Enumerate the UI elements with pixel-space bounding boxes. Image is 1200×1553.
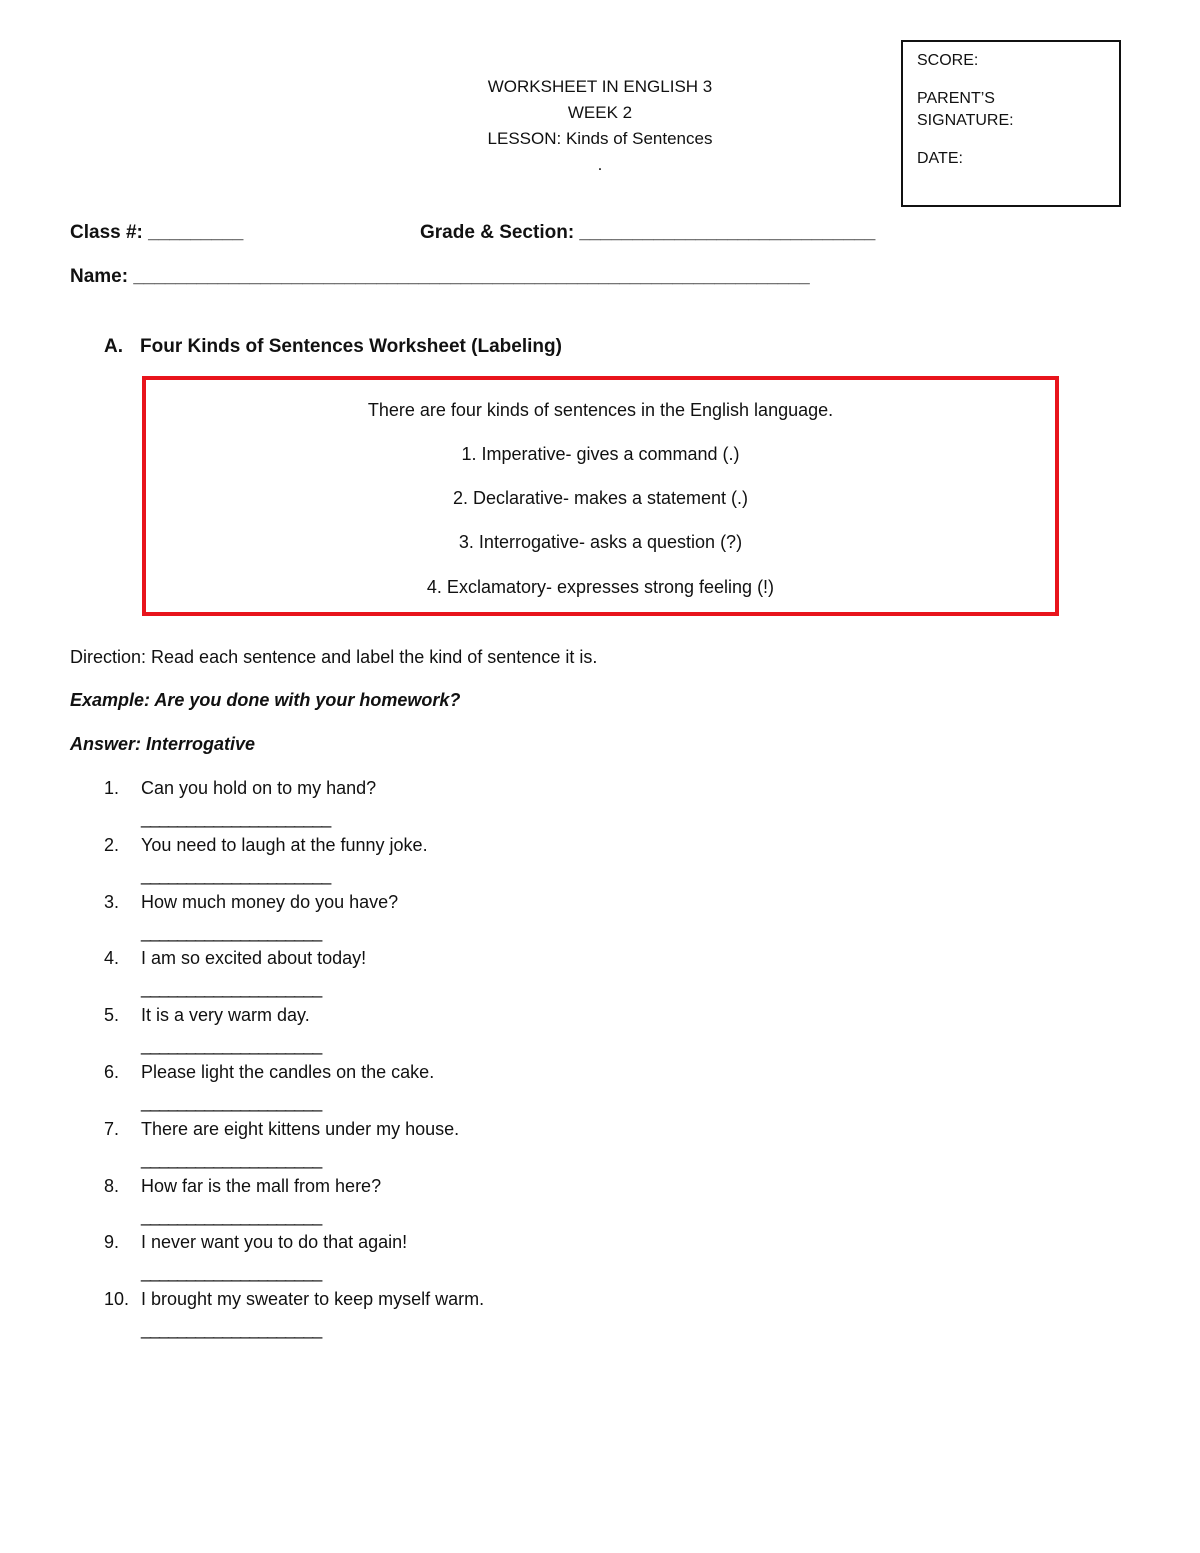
question-number: 10. bbox=[104, 1289, 130, 1310]
class-number-field[interactable]: Class #: _________ bbox=[70, 222, 244, 243]
question-text: I brought my sweater to keep myself warm. bbox=[141, 1289, 485, 1310]
answer-blank[interactable]: _____________________ bbox=[141, 808, 331, 828]
question-number: 7. bbox=[104, 1118, 120, 1139]
answer-blank[interactable]: ____________________ bbox=[141, 1148, 322, 1169]
question-text: How far is the mall from here? bbox=[141, 1175, 382, 1196]
section-heading bbox=[104, 336, 562, 358]
question-number: 8. bbox=[104, 1175, 120, 1196]
question-number: 2. bbox=[104, 834, 120, 855]
section-title: Four Kinds of Sentences Worksheet (Labeling) bbox=[140, 336, 562, 357]
header-dot: . bbox=[597, 155, 603, 174]
lesson-label: LESSON: Kinds of Sentences bbox=[487, 129, 713, 148]
answer-blank[interactable]: ____________________ bbox=[141, 978, 322, 999]
question-text: There are eight kittens under my house. bbox=[141, 1118, 460, 1139]
question-text: Please light the candles on the cake. bbox=[141, 1061, 435, 1082]
week-label: WEEK 2 bbox=[567, 103, 633, 122]
info-intro: There are four kinds of sentences in the English language. bbox=[367, 400, 834, 420]
score-label: SCORE: bbox=[917, 52, 979, 69]
info-item-declarative: 2. Declarative- makes a statement (.) bbox=[452, 488, 749, 508]
answer-blank[interactable]: ____________________ bbox=[141, 1319, 322, 1340]
info-item-exclamatory: 4. Exclamatory- expresses strong feeling (!) bbox=[426, 577, 775, 597]
question-text: How much money do you have? bbox=[141, 891, 399, 912]
question-number: 4. bbox=[104, 948, 120, 969]
answer-text: Answer: Interrogative bbox=[70, 734, 256, 754]
info-item-interrogative: 3. Interrogative- asks a question (?) bbox=[458, 532, 743, 552]
question-number: 9. bbox=[104, 1232, 120, 1253]
grade-section-field[interactable]: Grade & Section: ____________________________ bbox=[420, 222, 876, 243]
question-text: I never want you to do that again! bbox=[141, 1232, 408, 1253]
question-text: It is a very warm day. bbox=[141, 1005, 310, 1026]
direction-text: Direction: Read each sentence and label the kind of sentence it is. bbox=[70, 647, 598, 667]
question-text: You need to laugh at the funny joke. bbox=[141, 834, 428, 855]
worksheet-title: WORKSHEET IN ENGLISH 3 bbox=[487, 77, 713, 96]
parent-signature-label-line2: SIGNATURE: bbox=[917, 112, 1014, 129]
section-letter: A. bbox=[104, 336, 123, 357]
answer-blank[interactable]: ____________________ bbox=[141, 1091, 322, 1112]
question-number: 3. bbox=[104, 891, 120, 912]
question-number: 6. bbox=[104, 1061, 120, 1082]
answer-blank[interactable]: ____________________ bbox=[141, 1262, 322, 1283]
name-field[interactable]: Name: ________________________________________________________________ bbox=[70, 266, 810, 287]
answer-blank[interactable]: ____________________ bbox=[141, 1205, 322, 1226]
sentence-kinds-info-box bbox=[142, 376, 1059, 616]
example-text: Example: Are you done with your homework? bbox=[70, 690, 461, 710]
question-text: I am so excited about today! bbox=[141, 948, 367, 969]
answer-blank[interactable]: _____________________ bbox=[141, 864, 331, 885]
answer-blank[interactable]: ____________________ bbox=[141, 1035, 322, 1056]
date-label: DATE: bbox=[917, 150, 963, 167]
question-number: 5. bbox=[104, 1005, 120, 1026]
parent-signature-label-line1: PARENT’S bbox=[917, 90, 995, 107]
worksheet-header bbox=[400, 74, 800, 178]
question-text: Can you hold on to my hand? bbox=[141, 778, 377, 798]
score-box bbox=[901, 40, 1121, 207]
question-number: 1. bbox=[104, 778, 120, 798]
answer-blank[interactable]: ____________________ bbox=[141, 921, 322, 942]
info-item-imperative: 1. Imperative- gives a command (.) bbox=[461, 444, 740, 464]
